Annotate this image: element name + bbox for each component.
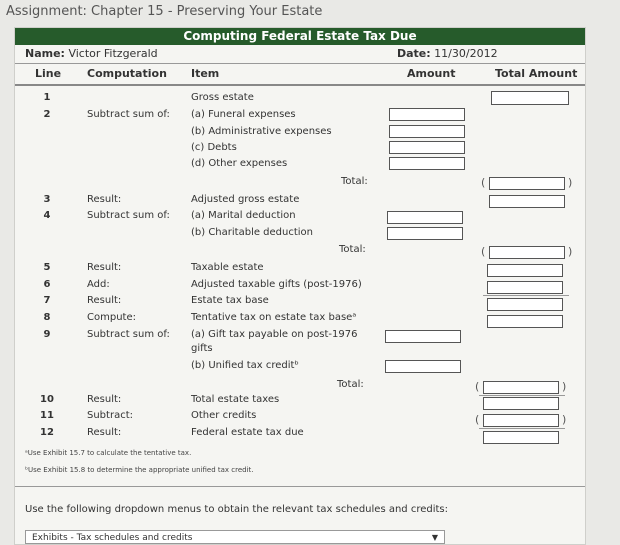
line-number: 6 [43,279,51,290]
header-item: Item [191,67,220,80]
line-number: 8 [43,312,51,323]
name-label: Name: [25,47,65,60]
line-number: 2 [43,109,51,120]
item-label: Gross estate [191,92,254,103]
computation-label: Subtract sum of: [87,109,170,120]
line-number: 11 [40,410,54,421]
form-meta [15,45,585,64]
header-line: Line [35,67,62,80]
marital-deduction-input[interactable] [387,211,463,224]
item-label: Federal estate tax due [191,427,304,438]
item-label: Total estate taxes [191,394,280,405]
item-label: Adjusted taxable gifts (post-1976) [191,279,362,290]
computation-label: Add: [87,279,110,290]
item-label: Other credits [191,410,257,421]
row-2d [15,157,585,171]
item-label: (a) Gift tax payable on post-1976 [191,329,358,340]
total-label: Total: [339,244,366,255]
date-value: 11/30/2012 [434,47,498,60]
date-label: Date: [397,47,431,60]
other-expenses-input[interactable] [389,157,465,170]
debts-input[interactable] [389,141,465,154]
computation-label: Result: [87,295,122,306]
computation-label: Result: [87,194,122,205]
column-headers [15,64,585,86]
paren-open: ( [475,380,480,393]
line-number: 7 [43,295,51,306]
estate-tax-base-input[interactable] [487,298,563,311]
page-title: Assignment: Chapter 15 - Preserving Your Estate [6,4,323,19]
paren-close: ) [562,380,567,393]
paren-open: ( [481,176,486,189]
funeral-expenses-input[interactable] [389,108,465,121]
estate-tax-form [14,27,586,545]
item-label: (d) Other expenses [191,158,288,169]
header-amount: Amount [407,67,456,80]
header-computation: Computation [87,67,167,80]
tentative-tax-input[interactable] [487,315,563,328]
section-divider [15,486,585,487]
computation-label: Result: [87,427,122,438]
footnote-b: ᵇUse Exhibit 15.8 to determine the appropriate unified tax credit. [25,466,254,474]
date-field [397,45,498,63]
adjusted-taxable-gifts-input[interactable] [487,281,563,294]
header-total: Total Amount [495,67,578,80]
paren-close: ) [562,413,567,426]
computation-label: Result: [87,394,122,405]
charitable-deduction-input[interactable] [387,227,463,240]
item-label: Tentative tax on estate tax baseᵃ [191,312,357,323]
row-4 [15,209,585,223]
administrative-expenses-input[interactable] [389,125,465,138]
row-2b [15,125,585,139]
total-label: Total: [337,379,364,390]
line-number: 10 [40,394,54,405]
line-number: 12 [40,427,54,438]
line-number: 1 [43,92,51,103]
item-label: Taxable estate [191,262,264,273]
federal-estate-tax-due-input[interactable] [483,431,559,444]
paren-open: ( [481,245,486,258]
computation-label: Subtract sum of: [87,329,170,340]
exhibits-dropdown[interactable] [25,530,445,544]
taxable-estate-input[interactable] [487,264,563,277]
item-label: (a) Marital deduction [191,210,296,221]
item-label: Adjusted gross estate [191,194,300,205]
item-label: gifts [191,343,213,354]
paren-close: ) [568,245,573,258]
item-label: (a) Funeral expenses [191,109,296,120]
gross-estate-input[interactable] [491,91,569,105]
total-2-input[interactable] [489,177,565,190]
dropdown-value: Exhibits - Tax schedules and credits [32,533,193,543]
item-label: (b) Charitable deduction [191,227,314,238]
line-number: 9 [43,329,51,340]
item-label: (c) Debts [191,142,237,153]
line-number: 5 [43,262,51,273]
item-label: (b) Unified tax creditᵇ [191,360,299,371]
computation-label: Subtract: [87,410,133,421]
row-2 [15,108,585,122]
row-4b [15,226,585,240]
line-number: 3 [43,194,51,205]
computation-label: Compute: [87,312,136,323]
row-9a-cont [15,342,585,356]
form-title: Computing Federal Estate Tax Due [15,28,585,45]
line-number: 4 [43,210,51,221]
computation-label: Result: [87,262,122,273]
paren-open: ( [475,413,480,426]
footnote-a: ᵃUse Exhibit 15.7 to calculate the tentative tax. [25,449,192,457]
instruction-text: Use the following dropdown menus to obtain the relevant tax schedules and credits: [25,504,448,515]
chevron-down-icon: ▼ [431,533,438,542]
computation-label: Subtract sum of: [87,210,170,221]
item-label: Estate tax base [191,295,269,306]
row-9b [15,359,585,373]
name-value: Victor Fitzgerald [68,47,158,60]
row-2c [15,141,585,155]
paren-close: ) [568,176,573,189]
total-4-input[interactable] [489,246,565,259]
item-label: (b) Administrative expenses [191,126,332,137]
unified-tax-credit-input[interactable] [385,360,461,373]
adjusted-gross-estate-input[interactable] [489,195,565,208]
name-field [25,45,158,63]
row-9 [15,328,585,342]
total-label: Total: [341,176,368,187]
